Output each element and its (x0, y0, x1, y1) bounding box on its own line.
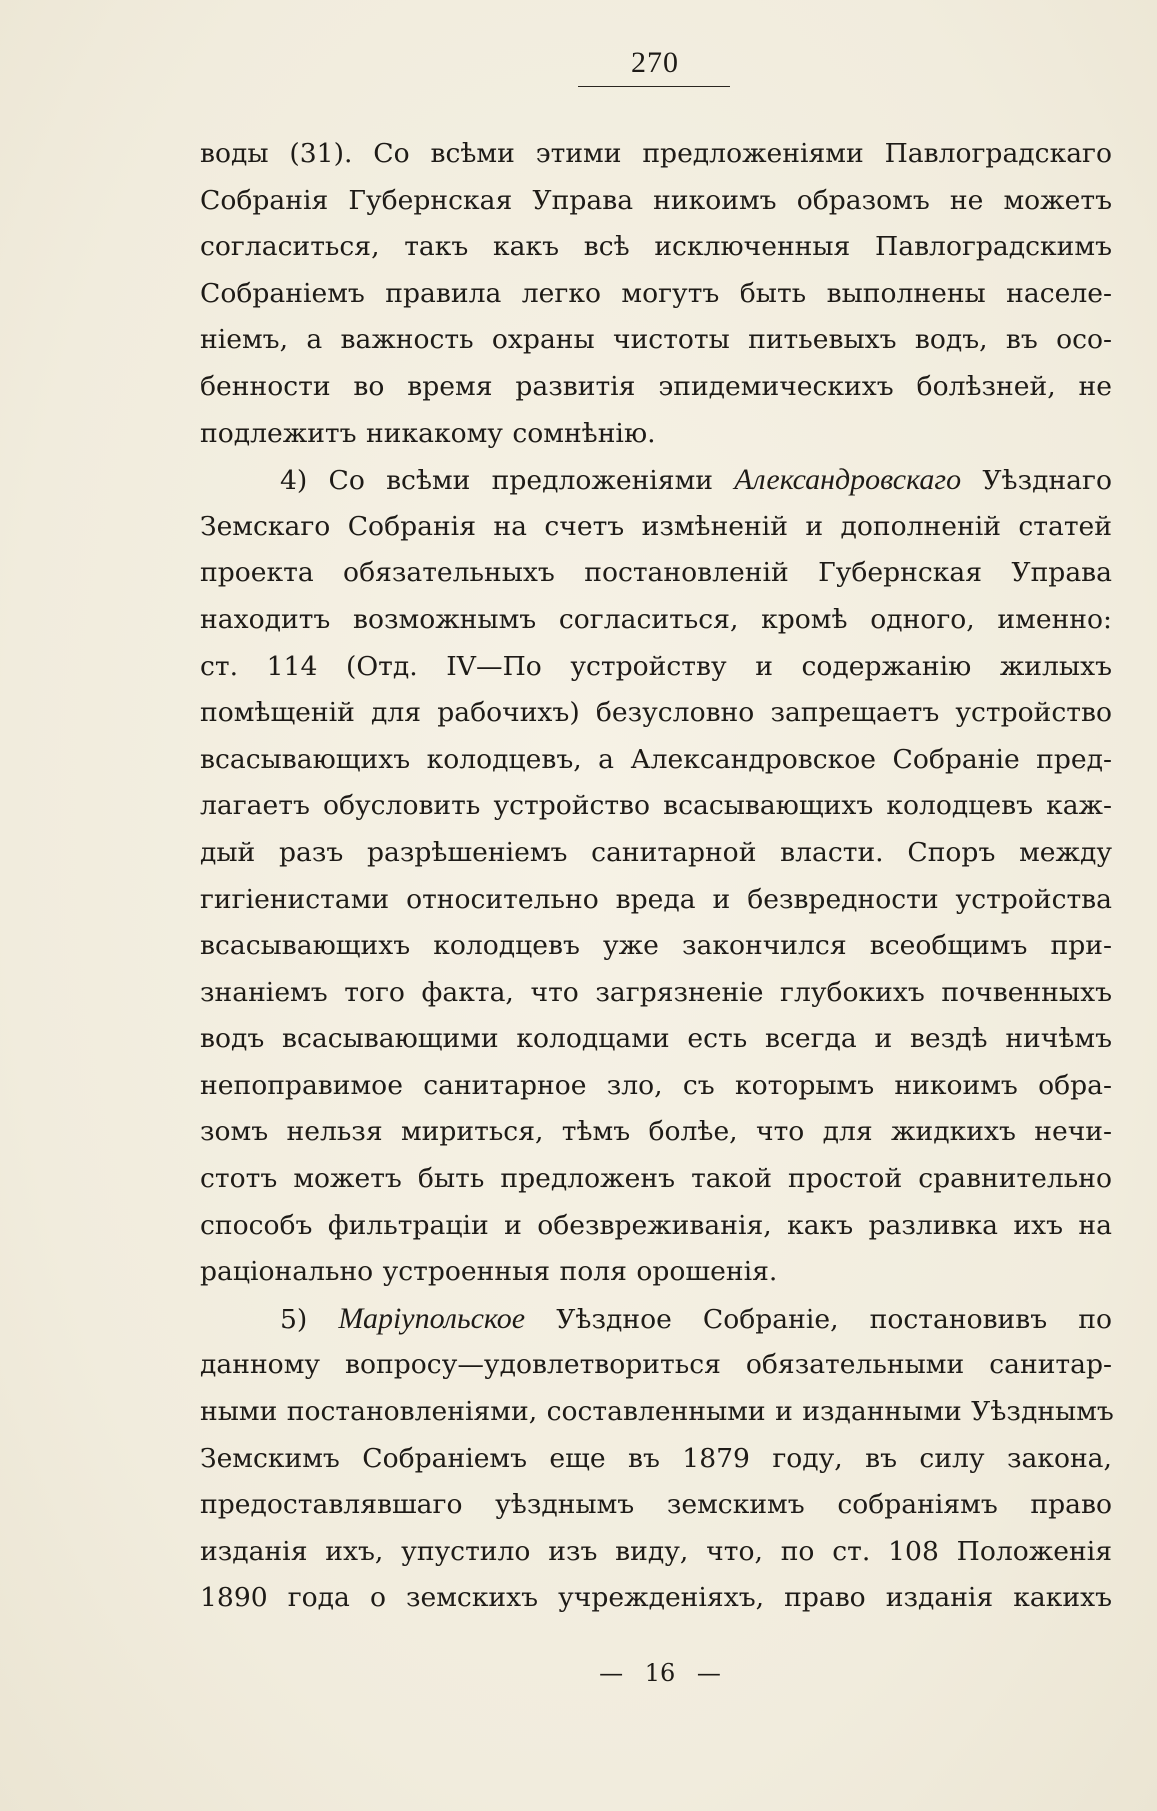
text-line: Земскимъ Собраніемъ еще въ 1879 году, въ силу закона, (200, 1442, 1112, 1474)
text-line: данному вопросу—удовлетвориться обязательными санитар- (200, 1349, 1112, 1381)
text-line: проекта обязательныхъ постановленій Губернская Управа (200, 557, 1112, 589)
italic-place-name: Маріупольское (338, 1301, 526, 1335)
text-line: подлежитъ никакому сомнѣнію. (200, 417, 656, 449)
text-line-segment: Уѣзднаго (961, 465, 1112, 497)
text-line: Земскаго Собранія на счетъ измѣненій и дополненій статей (200, 510, 1112, 542)
text-line: бенности во время развитія эпидемическихъ болѣзней, не (200, 370, 1112, 402)
text-line: помѣщеній для рабочихъ) безусловно запрещаетъ устройство (200, 697, 1112, 729)
text-line-segment: 5) (280, 1303, 339, 1335)
text-line: всасывающихъ колодцевъ уже закончился всеобщимъ при- (200, 930, 1112, 962)
text-line: гигіенистами относительно вреда и безвредности устройства (200, 883, 1112, 915)
page-number-rule (578, 86, 730, 87)
text-line: Собраніемъ правила легко могутъ быть выполнены населе- (200, 277, 1112, 309)
text-line: раціонально устроенныя поля орошенія. (200, 1256, 778, 1288)
text-line: предоставлявшаго уѣзднымъ земскимъ собраніямъ право (200, 1489, 1112, 1521)
text-line: способъ фильтраціи и обезвреживанія, какъ разливка ихъ на (200, 1209, 1112, 1241)
text-line: непоправимое санитарное зло, съ которымъ никоимъ обра- (200, 1069, 1112, 1101)
text-line: 1890 года о земскихъ учрежденіяхъ, право изданія какихъ (200, 1582, 1112, 1614)
text-line: Собранія Губернская Управа никоимъ образомъ не можетъ (200, 184, 1112, 216)
text-line: ніемъ, а важность охраны чистоты питьевыхъ водъ, въ осо- (200, 324, 1112, 356)
body-text (200, 131, 1112, 1622)
text-line: находитъ возможнымъ согласиться, кромѣ одного, именно: (200, 603, 1112, 635)
text-line-segment: 4) Со всѣми предложеніями (280, 465, 735, 497)
text-line-segment: Уѣздное Собраніе, постановивъ по (525, 1303, 1112, 1335)
text-line: водъ всасывающими колодцами есть всегда и вездѣ ничѣмъ (200, 1023, 1112, 1055)
paragraph-first-line (200, 1296, 1112, 1343)
text-line: ст. 114 (Отд. IV—По устройству и содержанію жилыхъ (200, 650, 1112, 682)
text-line: стотъ можетъ быть предложенъ такой простой сравнительно (200, 1163, 1112, 1195)
paragraph-first-line (200, 457, 1112, 504)
text-line: воды (31). Со всѣми этими предложеніями Павлоградскаго (200, 138, 1112, 169)
text-line: согласиться, такъ какъ всѣ исключенныя Павлоградскимъ (200, 231, 1112, 263)
text-line: дый разъ разрѣшеніемъ санитарной власти. Споръ между (200, 836, 1112, 868)
text-line: ными постановленіями, составленными и изданными Уѣзднымъ (200, 1396, 1114, 1428)
italic-place-name: Александровскаго (734, 463, 962, 497)
printer-signature-mark: — 16 — (599, 1659, 721, 1687)
page-number: 270 (631, 46, 679, 79)
text-line: лагаетъ обусловить устройство всасывающихъ колодцевъ каж- (200, 790, 1112, 822)
text-line: изданія ихъ, упустило изъ виду, что, по ст. 108 Положенія (200, 1535, 1112, 1567)
text-line: зомъ нельзя мириться, тѣмъ болѣе, что для жидкихъ нечи- (200, 1116, 1112, 1148)
text-line: всасывающихъ колодцевъ, а Александровское Собраніе пред- (200, 743, 1112, 775)
text-line: знаніемъ того факта, что загрязненіе глубокихъ почвенныхъ (200, 976, 1112, 1008)
